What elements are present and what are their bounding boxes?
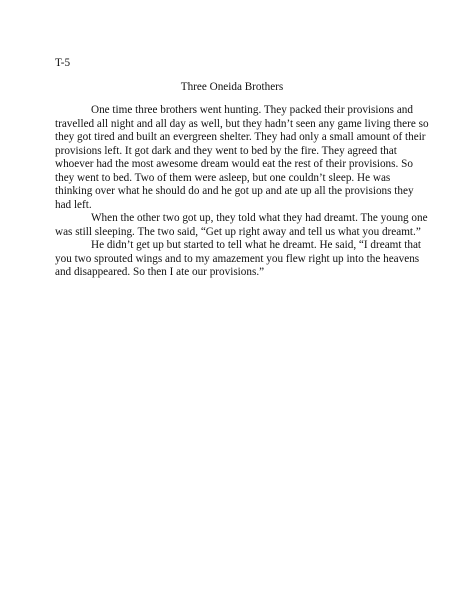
document-title: Three Oneida Brothers bbox=[180, 81, 284, 93]
text-line: you two sprouted wings and to my amazement you flew right up into the heavens bbox=[55, 252, 420, 265]
text-line: and disappeared. So then I ate our provisions.” bbox=[55, 266, 265, 278]
text-line: provisions left. It got dark and they went to bed by the fire. They agreed that bbox=[55, 144, 397, 157]
text-line: travelled all night and all day as well, but they hadn’t seen any game living there so bbox=[55, 117, 429, 130]
text-line: thinking over what he should do and he got up and ate up all the provisions they bbox=[55, 185, 414, 197]
text-line: He didn’t get up but started to tell what he dreamt. He said, “I dreamt that bbox=[91, 239, 422, 251]
text-line: whoever had the most awesome dream would eat the rest of their provisions. So bbox=[55, 158, 413, 170]
text-line: One time three brothers went hunting. They packed their provisions and bbox=[91, 104, 413, 116]
text-line: When the other two got up, they told what they had dreamt. The young one bbox=[91, 212, 428, 224]
text-line: was still sleeping. The two said, “Get up right away and tell us what you dreamt.” bbox=[55, 225, 421, 238]
text-line: had left. bbox=[55, 198, 92, 211]
document-body bbox=[55, 104, 429, 280]
text-line: they got tired and built an evergreen shelter. They had only a small amount of their bbox=[55, 131, 426, 143]
text-line: they went to bed. Two of them were asleep, but one couldn’t sleep. He was bbox=[55, 171, 391, 184]
document-id: T-5 bbox=[55, 57, 71, 69]
